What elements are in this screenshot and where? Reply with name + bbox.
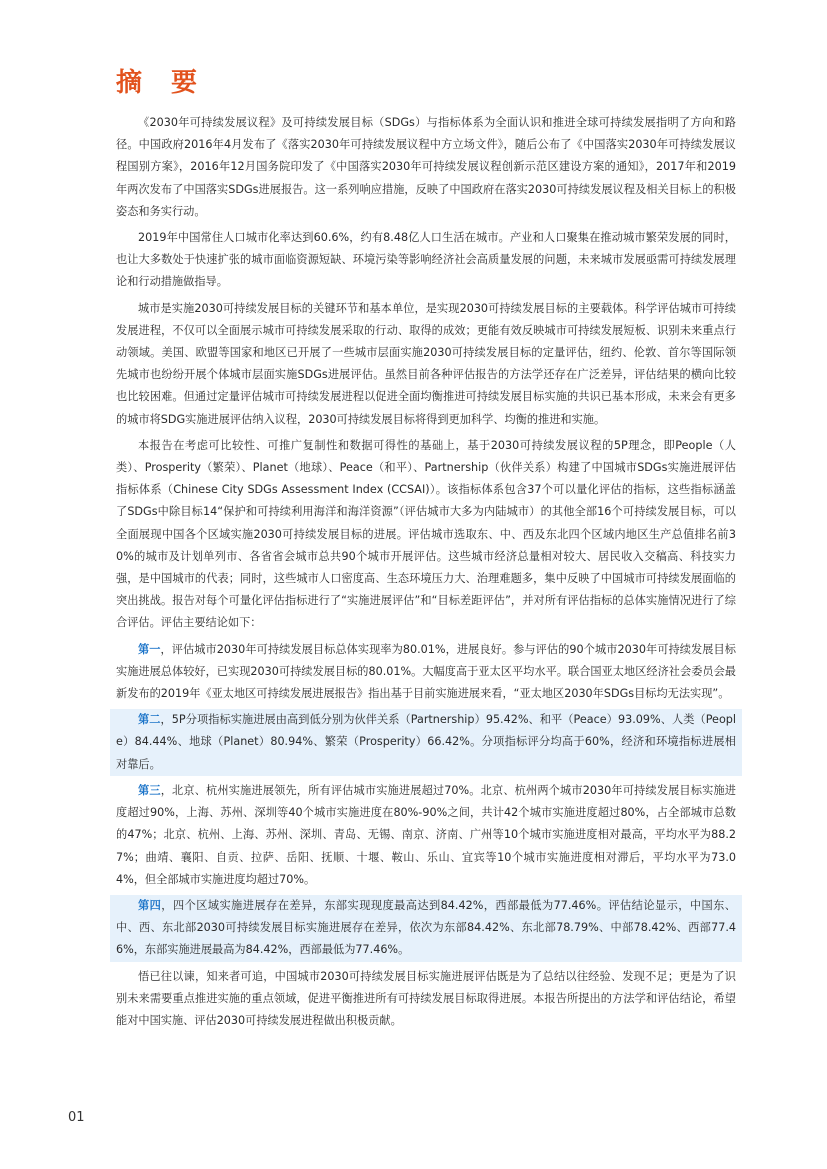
finding-label-first: 第一 [138,642,161,656]
finding-text-first: ，评估城市2030年可持续发展目标总体实现率为80.01%，进展良好。参与评估的90个城市2030年可持续发展目标实施进展总体较好，已实现2030可持续发展目标的80.01%。大幅度高于亚太区平均水平。联合国亚太地区经济社会委员会最新发布的2019年《亚太地区可持续发展进展报告》指出基于目前实施进展来看，“亚太地区2030年SDGs目标均无法实现”。 [116,642,736,701]
finding-text-fourth: ，四个区域实施进展存在差异，东部实现现度最高达到84.42%，西部最低为77.46%。评估结论显示，中国东、中、西、东北部2030可持续发展目标实施进展存在差异，依次为东部84.42%、东北部78.79%、中部78.42%、西部77.46%，东部实施进展最高为84.42%，西部最低为77.46%。 [116,898,736,957]
finding-first [116,639,736,706]
finding-text-second: ，5P分项指标实施进展由高到低分别为伙伴关系（Partnership）95.42%、和平（Peace）93.09%、人类（People）84.44%、地球（Planet）80.94%、繁荣（Prosperity）66.42%。分项指标评分均高于60%，经济和环境指标进展相对靠后。 [116,713,736,771]
finding-fourth [110,895,742,962]
abstract-body [116,112,736,1036]
finding-label-third: 第三 [138,783,161,797]
page-number: 01 [68,1110,85,1125]
paragraph-agenda: 《2030年可持续发展议程》及可持续发展目标（SDGs）与指标体系为全面认识和推进全球可持续发展指明了方向和路径。中国政府2016年4月发布了《落实2030年可持续发展议程中方立场文件》，随后公布了《中国落实2030年可持续发展议程国别方案》，2016年12月国务院印发了《中国落实2030年可持续发展议程创新示范区建设方案的通知》，2017年和2019年两次发布了中国落实SDGs进展报告。这一系列响应措施，反映了中国政府在落实2030可持续发展议程及相关目标上的积极姿态和务实行动。 [116,116,736,218]
finding-label-fourth: 第四 [138,898,162,912]
paragraph-conclusion: 悟已往以谏，知来者可追，中国城市2030可持续发展目标实施进展评估既是为了总结以往经验、发现不足；更是为了识别未来需要重点推进实施的重点领域，促进平衡推进所有可持续发展目标取得进展。本报告所提出的方法学和评估结论，希望能对中国实施、评估2030可持续发展进程做出积极贡献。 [116,969,736,1027]
paragraph-methodology: 本报告在考虑可比较性、可推广复制性和数据可得性的基础上，基于2030可持续发展议程的5P理念，即People（人类）、Prosperity（繁荣）、Planet（地球）、Peace（和平）、Partnership（伙伴关系）构建了中国城市SDGs实施进展评估指标体系（Chinese City SDGs Assessment Index (CCSAI)）。该指标体系包含37个可以量化评估的指标，这些指标涵盖了SDGs中除目标14“保护和可持续利用海洋和海洋资源”（评估城市大多为内陆城市）的其他全部16个可持续发展目标，可以全面展现中国各个区域实施2030可持续发展目标的进展。评估城市选取东、中、西及东北四个区域内地区生产总值排名前30%的城市及计划单列市、各省省会城市总共90个城市开展评估。这些城市经济总量相对较大、居民收入交稿高、科技实力强，是中国城市的代表；同时，这些城市人口密度高、生态环境压力大、治理难题多，集中反映了中国城市可持续发展面临的突出挑战。报告对每个可量化评估指标进行了“实施进展评估”和“目标差距评估”，并对所有评估指标的总体实施情况进行了综合评估。评估主要结论如下： [116,438,736,630]
finding-third [116,780,736,891]
finding-second [110,709,742,776]
paragraph-city-role: 城市是实施2030可持续发展目标的关键环节和基本单位，是实现2030可持续发展目标的主要载体。科学评估城市可持续发展进程，不仅可以全面展示城市可持续发展采取的行动、取得的成效；更能有效反映城市可持续发展短板、识别未来重点行动领域。美国、欧盟等国家和地区已开展了一些城市层面实施2030可持续发展目标的定量评估，纽约、伦敦、首尔等国际领先城市也纷纷开展个体城市层面实施SDGs进展评估。虽然目前各种评估报告的方法学还存在广泛差异，评估结果的横向比较也比较困难。但通过定量评估城市可持续发展进程以促进全面均衡推进可持续发展目标实施的共识已基本形成，未来会有更多的城市将SDG实施进展评估纳入议程，2030可持续发展目标将得到更加科学、均衡的推进和实施。 [116,301,736,426]
page-title: 摘 要 [116,68,208,98]
finding-text-third: ，北京、杭州实施进展领先，所有评估城市实施进展超过70%。北京、杭州两个城市2030年可持续发展目标实施进度超过90%，上海、苏州、深圳等40个城市实施进度在80%-90%之间，共计42个城市实施进度超过80%，占全部城市总数的47%；北京、杭州、上海、苏州、深圳、青岛、无锡、南京、济南、广州等10个城市实施进度相对最高，平均水平为88.27%；曲靖、襄阳、自贡、拉萨、岳阳、抚顺、十堰、鞍山、乐山、宜宾等10个城市实施进度相对滞后，平均水平为73.04%，但全部城市实施进度均超过70%。 [116,783,736,886]
paragraph-urbanization: 2019年中国常住人口城市化率达到60.6%，约有8.48亿人口生活在城市。产业和人口聚集在推动城市繁荣发展的同时，也让大多数处于快速扩张的城市面临资源短缺、环境污染等影响经济社会高质量发展的问题，未来城市发展亟需可持续发展理论和行动措施做指导。 [116,231,736,289]
finding-label-second: 第二 [138,713,161,727]
